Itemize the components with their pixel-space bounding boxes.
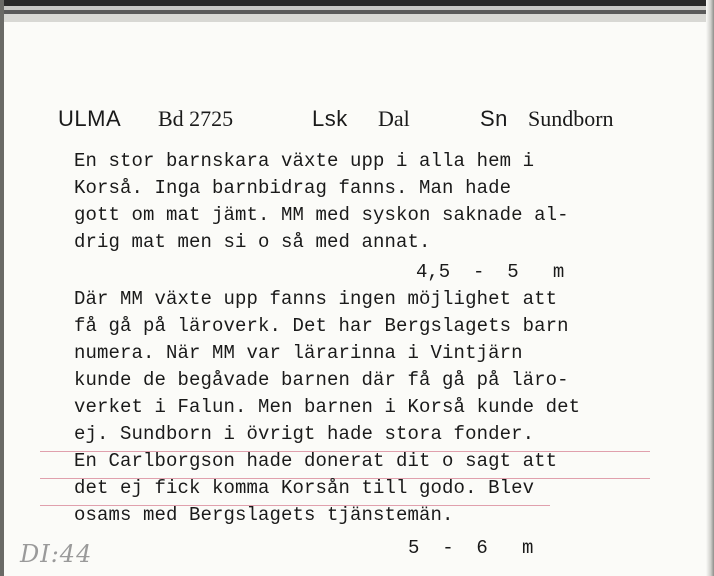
card-left-edge [0, 0, 4, 576]
socken-value: Sundborn [528, 106, 614, 131]
card-right-edge [706, 0, 714, 576]
text-line-12: det ej fick komma Korsån till godo. Blev [74, 477, 535, 499]
text-line-3: gott om mat jämt. MM med syskon saknade al- [74, 204, 569, 226]
handwritten-signature: DI:44 [20, 540, 93, 568]
text-line-4: drig mat men si o så med annat. [74, 231, 431, 253]
text-line-2: Korså. Inga barnbidrag fanns. Man hade [74, 177, 512, 199]
text-line-9: verket i Falun. Men barnen i Korså kunde det [74, 396, 581, 418]
landskap-value: Dal [378, 106, 410, 131]
archive-label: ULMA [58, 106, 122, 131]
text-line-7: numera. När MM var lärarinna i Vintjärn [74, 342, 523, 364]
text-line-6: få gå på läroverk. Det har Bergslagets barn [74, 315, 569, 337]
text-line-5: Där MM växte upp fanns ingen möjlighet att [74, 288, 558, 310]
landskap-label: Lsk [312, 106, 348, 131]
text-line-10: ej. Sundborn i övrigt hade stora fonder. [74, 423, 535, 445]
text-line-8: kunde de begåvade barnen där få gå på läro- [74, 369, 569, 391]
amount-second: 5 - 6 m [408, 537, 534, 559]
text-line-1: En stor barnskara växte upp i alla hem i [74, 150, 535, 172]
amount-first: 4,5 - 5 m [416, 261, 565, 283]
card-header [58, 106, 658, 136]
volume-label: Bd 2725 [158, 106, 234, 131]
text-line-11: En Carlborgson hade donerat dit o sagt att [74, 450, 558, 472]
text-line-13: osams med Bergslagets tjänstemän. [74, 504, 454, 526]
socken-label: Sn [480, 106, 508, 131]
card-top-edge [0, 0, 714, 32]
